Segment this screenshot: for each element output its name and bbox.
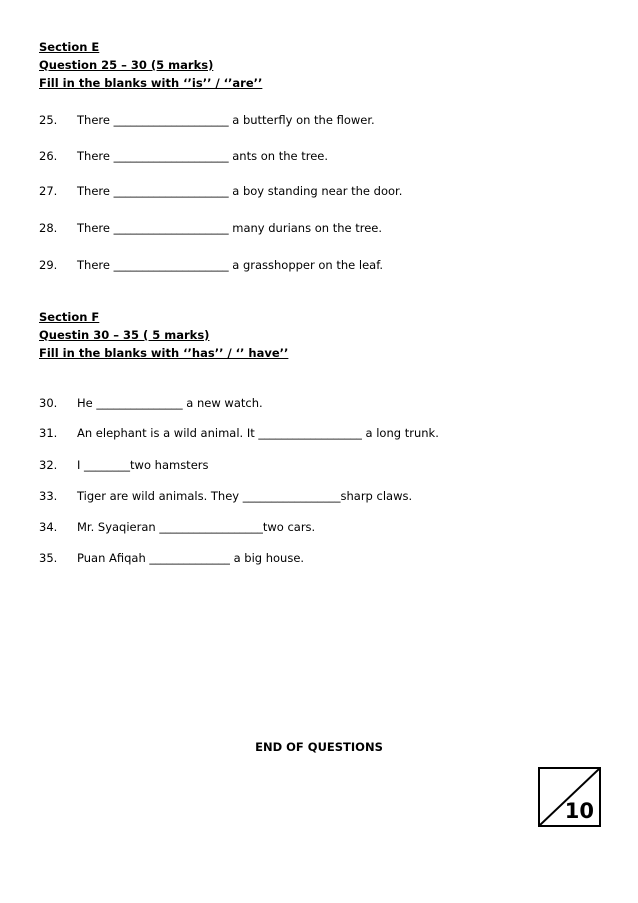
section-e-instruction: Fill in the blanks with ‘’is’’ / ‘’are’’ <box>39 76 263 90</box>
question-31 <box>39 425 439 441</box>
section-e-title: Section E <box>39 40 100 54</box>
section-e-question-range: Question 25 – 30 (5 marks) <box>39 58 214 72</box>
question-number: 30. <box>39 396 58 410</box>
question-text: Tiger are wild animals. They _________________sharp claws. <box>77 489 413 503</box>
question-26 <box>39 148 328 164</box>
question-text: There ____________________ ants on the tree. <box>77 149 329 163</box>
question-number: 25. <box>39 113 58 127</box>
question-text: There ____________________ a grasshopper on the leaf. <box>77 258 384 272</box>
section-f-instruction: Fill in the blanks with ‘’has’’ / ‘’ have’’ <box>39 346 289 360</box>
question-35 <box>39 550 304 566</box>
question-text: There ____________________ a boy standing near the door. <box>77 184 403 198</box>
question-text: An elephant is a wild animal. It __________________ a long trunk. <box>77 426 439 440</box>
question-number: 31. <box>39 426 58 440</box>
section-f-question-range: Questin 30 – 35 ( 5 marks) <box>39 328 210 342</box>
question-number: 33. <box>39 489 58 503</box>
question-32 <box>39 457 209 473</box>
question-text: He _______________ a new watch. <box>77 396 263 410</box>
question-text: I ________two hamsters <box>77 458 209 472</box>
question-27 <box>39 183 402 199</box>
question-text: There ____________________ a butterfly on the flower. <box>77 113 375 127</box>
question-30 <box>39 395 263 411</box>
question-34 <box>39 519 315 535</box>
question-text: Mr. Syaqieran __________________two cars. <box>77 520 316 534</box>
section-f-title: Section F <box>39 310 100 324</box>
question-25 <box>39 112 375 128</box>
question-number: 35. <box>39 551 58 565</box>
question-number: 29. <box>39 258 58 272</box>
question-number: 34. <box>39 520 58 534</box>
question-text: There ____________________ many durians on the tree. <box>77 221 383 235</box>
page-number-box <box>538 767 601 827</box>
question-28 <box>39 220 382 236</box>
end-of-questions: END OF QUESTIONS <box>255 740 383 754</box>
question-text: Puan Afiqah ______________ a big house. <box>77 551 305 565</box>
page-number: 10 <box>564 799 594 823</box>
question-number: 27. <box>39 184 58 198</box>
question-number: 28. <box>39 221 58 235</box>
question-number: 26. <box>39 149 58 163</box>
question-29 <box>39 257 383 273</box>
question-33 <box>39 488 412 504</box>
question-number: 32. <box>39 458 58 472</box>
